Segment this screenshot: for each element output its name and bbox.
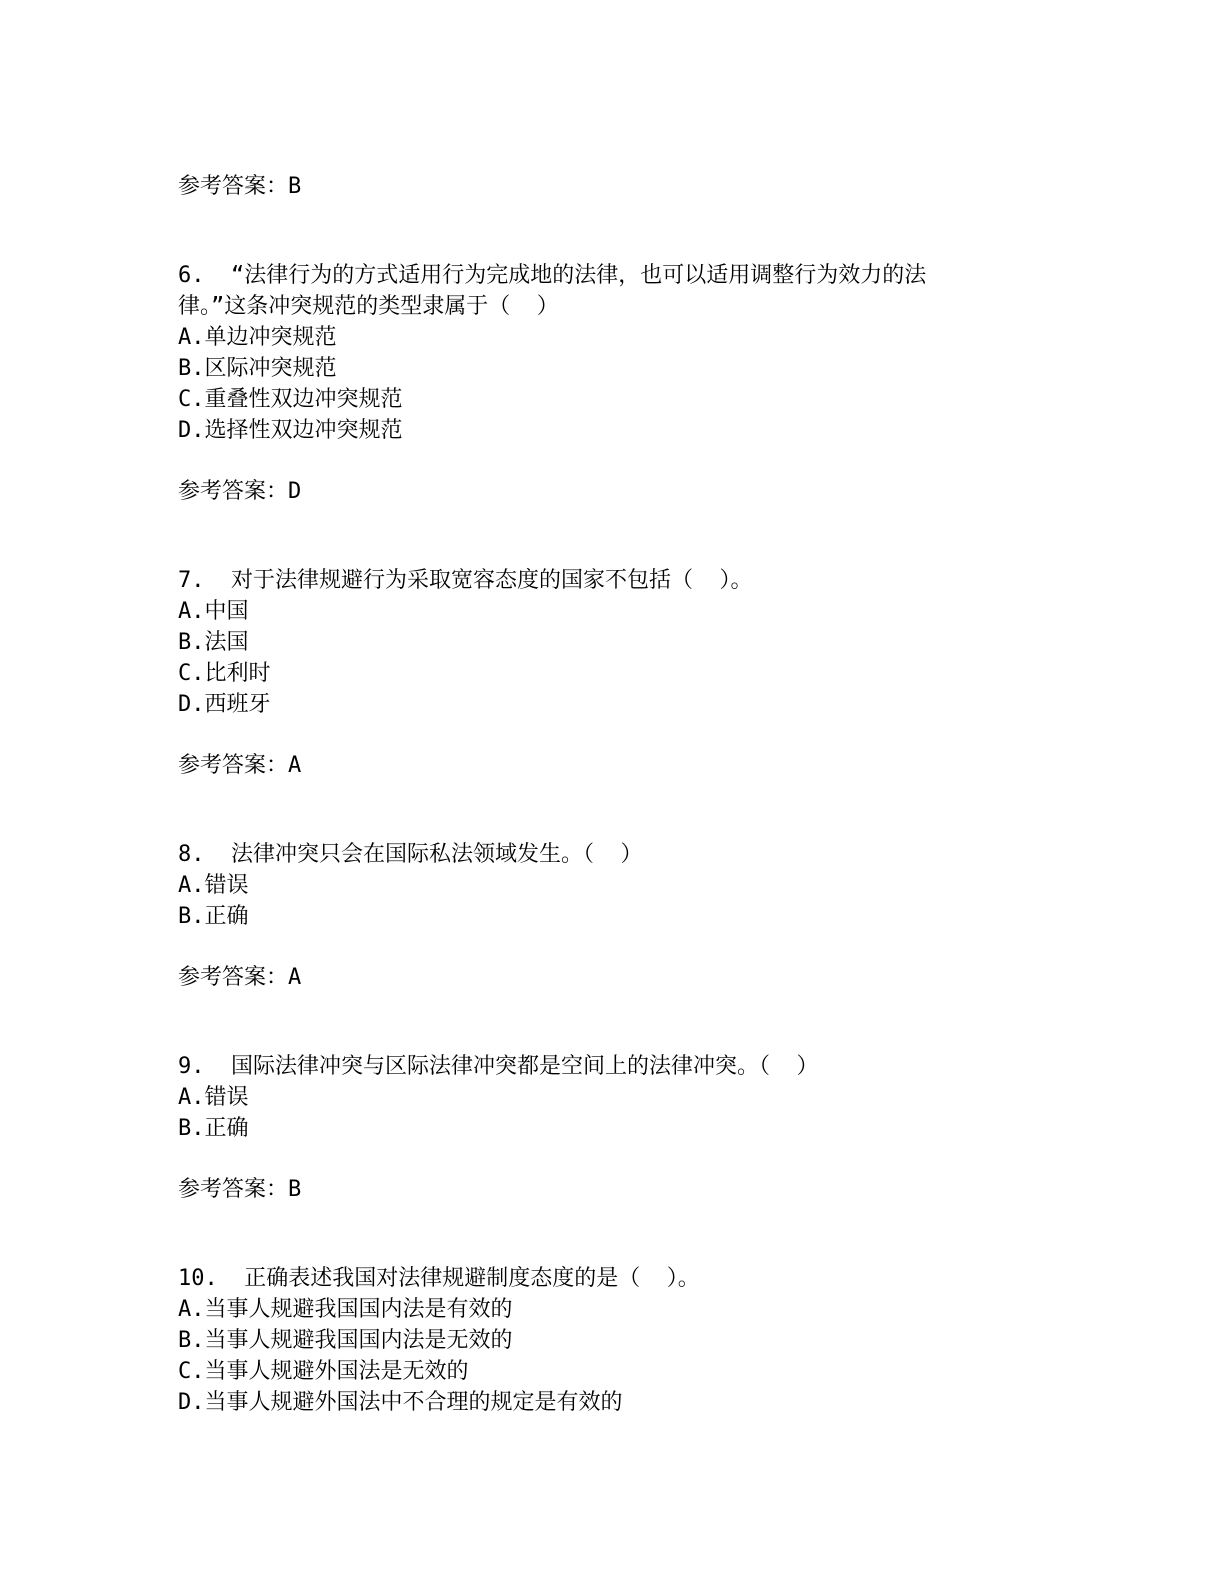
- answer-label: 参考答案：: [178, 753, 289, 778]
- answer-label: 参考答案：: [178, 174, 289, 199]
- option-b: B.法国: [178, 630, 249, 655]
- question-number: 6.: [178, 263, 205, 288]
- option-b: B.区际冲突规范: [178, 356, 337, 381]
- answer-line: [178, 750, 301, 781]
- question-text-line2: 律。”这条冲突规范的类型隶属于（ ）: [178, 294, 559, 319]
- question-number: 8.: [178, 842, 205, 867]
- option-b: B.正确: [178, 1116, 249, 1141]
- option-b: B.当事人规避我国国内法是无效的: [178, 1328, 513, 1353]
- option-d: D.西班牙: [178, 692, 271, 717]
- answer-line: [178, 1174, 301, 1205]
- answer-line: [178, 962, 301, 993]
- option-d: D.当事人规避外国法中不合理的规定是有效的: [178, 1390, 623, 1415]
- option-a: A.错误: [178, 873, 249, 898]
- question-stem: [178, 565, 998, 596]
- answer-value: A: [288, 753, 302, 778]
- answer-value: A: [288, 965, 302, 990]
- option-a: A.当事人规避我国国内法是有效的: [178, 1297, 513, 1322]
- option-a: A.中国: [178, 599, 249, 624]
- option-a: A.单边冲突规范: [178, 325, 337, 350]
- question-stem: [178, 260, 998, 291]
- question-number: 9.: [178, 1054, 205, 1079]
- option-d: D.选择性双边冲突规范: [178, 418, 403, 443]
- question-text-line1: 对于法律规避行为采取宽容态度的国家不包括（ ）。: [231, 568, 753, 593]
- question-6: [178, 260, 998, 446]
- answer-value: D: [288, 479, 302, 504]
- answer-label: 参考答案：: [178, 965, 289, 990]
- question-stem: [178, 839, 998, 870]
- question-text-line1: “法律行为的方式适用行为完成地的法律，也可以适用调整行为效力的法: [231, 263, 927, 288]
- question-stem: [178, 1263, 998, 1294]
- question-7: [178, 565, 998, 720]
- question-9: [178, 1051, 998, 1144]
- question-stem: [178, 1051, 998, 1082]
- question-text-line1: 法律冲突只会在国际私法领域发生。（ ）: [231, 842, 643, 867]
- question-8: [178, 839, 998, 932]
- answer-value: B: [288, 1177, 302, 1202]
- answer-label: 参考答案：: [178, 479, 289, 504]
- answer-label: 参考答案：: [178, 1177, 289, 1202]
- option-c: C.重叠性双边冲突规范: [178, 387, 403, 412]
- option-b: B.正确: [178, 904, 249, 929]
- answer-value: B: [288, 174, 302, 199]
- question-text-line1: 国际法律冲突与区际法律冲突都是空间上的法律冲突。（ ）: [231, 1054, 819, 1079]
- question-number: 7.: [178, 568, 205, 593]
- option-a: A.错误: [178, 1085, 249, 1110]
- answer-line: [178, 171, 301, 202]
- option-c: C.比利时: [178, 661, 271, 686]
- question-text-line1: 正确表述我国对法律规避制度态度的是（ ）。: [244, 1266, 700, 1291]
- answer-line: [178, 476, 301, 507]
- option-c: C.当事人规避外国法是无效的: [178, 1359, 469, 1384]
- question-number: 10.: [178, 1266, 218, 1291]
- question-10: [178, 1263, 998, 1418]
